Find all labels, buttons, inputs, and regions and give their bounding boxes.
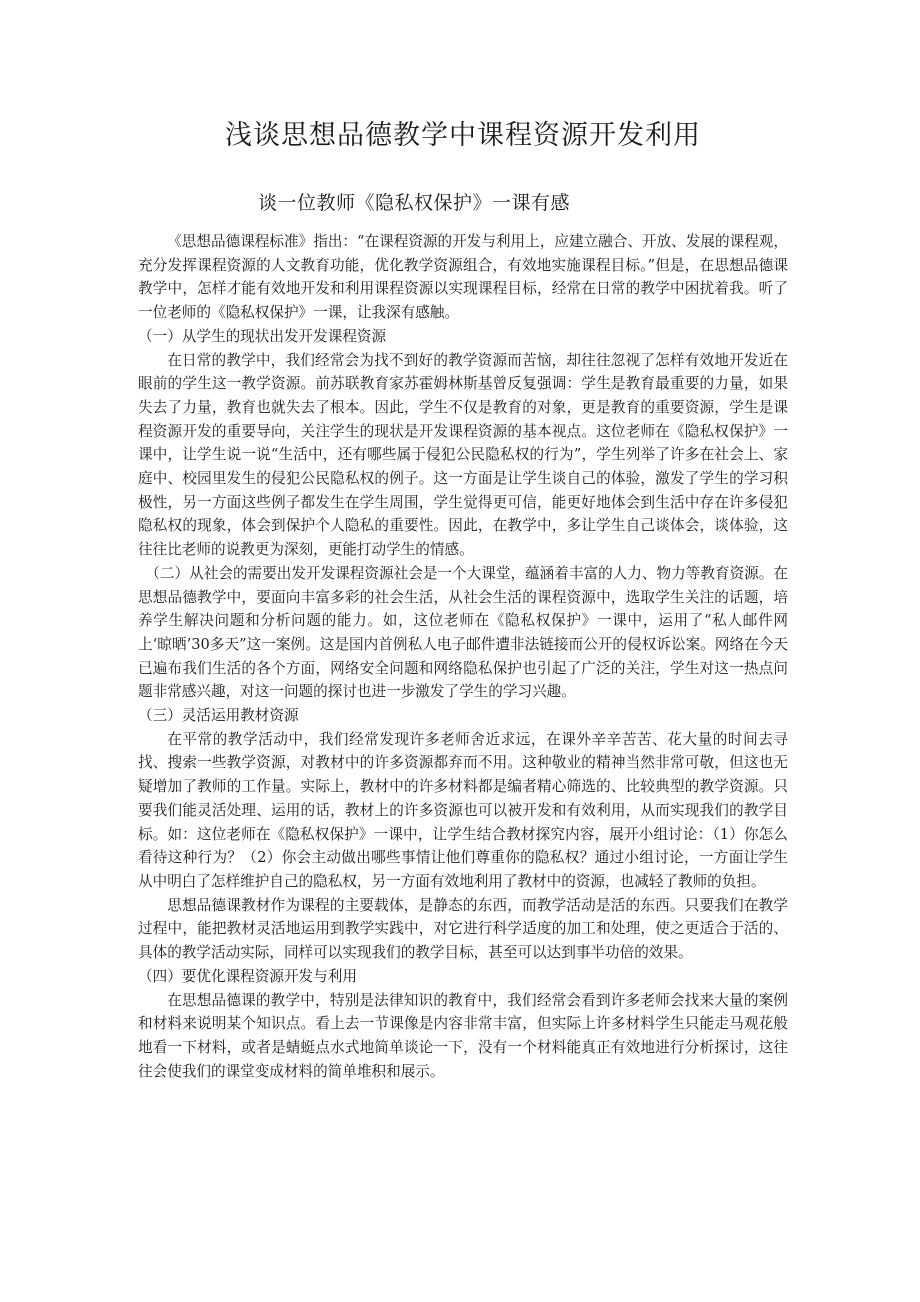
paragraph-section-3b: 思想品德课教材作为课程的主要载体，是静态的东西，而教学活动是活的东西。只要我们在教学过程中，能把教材灵活地运用到教学实践中，对它进行科学适度的加工和处理，使之更适合于活的、具体的教学活动实际，同样可以实现我们的教学目标，甚至可以达到事半功倍的效果。 bbox=[138, 896, 788, 962]
document-page bbox=[138, 114, 788, 1083]
section-heading-1: （一）从学生的现状出发开发课程资源 bbox=[138, 327, 387, 345]
document-title: 浅谈思想品德教学中课程资源开发利用 bbox=[225, 120, 701, 151]
paragraph-section-3a: 在平常的教学活动中，我们经常发现许多老师舍近求远，在课外辛辛苦苦、花大量的时间去寻找、搜索一些教学资源，对教材中的许多资源都弃而不用。这种敬业的精神当然非常可敬，但这也无疑增加了教师的工作量。实际上，教材中的许多材料都是编者精心筛选的、比较典型的教学资源。只要我们能灵活处理、运用的话，教材上的许多资源也可以被开发和有效利用，从而实现我们的教学目标。如：这位老师在《隐私权保护》一课中，让学生结合教材探究内容，展开小组讨论：（1）你怎么看待这种行为？（2）你会主动做出哪些事情让他们尊重你的隐私权？通过小组讨论，一方面让学生从中明白了怎样维护自己的隐私权，另一方面有效地利用了教材中的资源，也减轻了教师的负担。 bbox=[138, 730, 788, 890]
section-heading-4: （四）要优化课程资源开发与利用 bbox=[138, 967, 357, 985]
paragraph-section-4: 在思想品德课的教学中，特别是法律知识的教育中，我们经常会看到许多老师会找来大量的案例和材料来说明某个知识点。看上去一节课像是内容非常丰富，但实际上许多材料学生只能走马观花般地看一下材料，或者是蜻蜓点水式地简单谈论一下，没有一个材料能真正有效地进行分析探讨，这往往会使我们的课堂变成材料的简单堆积和展示。 bbox=[138, 991, 788, 1080]
section-heading-2: （二）从社会的需要出发开发课程资源社会是一个大课堂，蕴涵着丰富的人力、物力等教育资源。在思想品德教学中，要面向丰富多彩的社会生活，从社会生活的课程资源中，选取学生关注的话题，培养学生解决问题和分析问题的能力。如，这位老师在《隐私权保护》一课中，运用了“私人邮件网上‘晾晒’30多天”这一案例。这是国内首例私人电子邮件遭非法链接而公开的侵权诉讼案。网络在今天已遍布我们生活的各个方面，网络安全问题和网络隐私保护也引起了广泛的关注，学生对这一热点问题非常感兴趣，对这一问题的探讨也进一步激发了学生的学习兴趣。 bbox=[138, 564, 788, 701]
document-subtitle: 谈一位教师《隐私权保护》一课有感 bbox=[258, 192, 571, 214]
section-heading-3: （三）灵活运用教材资源 bbox=[138, 707, 299, 725]
paragraph-intro: 《思想品德课程标准》指出：“在课程资源的开发与利用上，应建立融合、开放、发展的课程观，充分发挥课程资源的人文教育功能，优化教学资源组合，有效地实施课程目标。”但是，在思想品德课教学中，怎样才能有效地开发和利用课程资源以实现课程目标，经常在日常的教学中困扰着我。听了一位老师的《隐私权保护》一课，让我深有感触。 bbox=[138, 233, 788, 322]
paragraph-section-1: 在日常的教学中，我们经常会为找不到好的教学资源而苦恼，却往往忽视了怎样有效地开发近在眼前的学生这一教学资源。前苏联教育家苏霍姆林斯基曾反复强调：学生是教育最重要的力量，如果失去了力量，教育也就失去了根本。因此，学生不仅是教育的对象，更是教育的重要资源，学生是课程资源开发的重要导向，关注学生的现状是开发课程资源的基本视点。这位老师在《隐私权保护》一课中，让学生说一说“生活中，还有哪些属于侵犯公民隐私权的行为”，学生列举了许多在社会上、家庭中、校园里发生的侵犯公民隐私权的例子。这一方面是让学生谈自己的体验，激发了学生的学习积极性，另一方面这些例子都发生在学生周围，学生觉得更可信，能更好地体会到生活中存在许多侵犯隐私权的现象，体会到保护个人隐私的重要性。因此，在教学中，多让学生自己谈体会，谈体验，这往往比老师的说教更为深刻，更能打动学生的情感。 bbox=[138, 351, 788, 559]
